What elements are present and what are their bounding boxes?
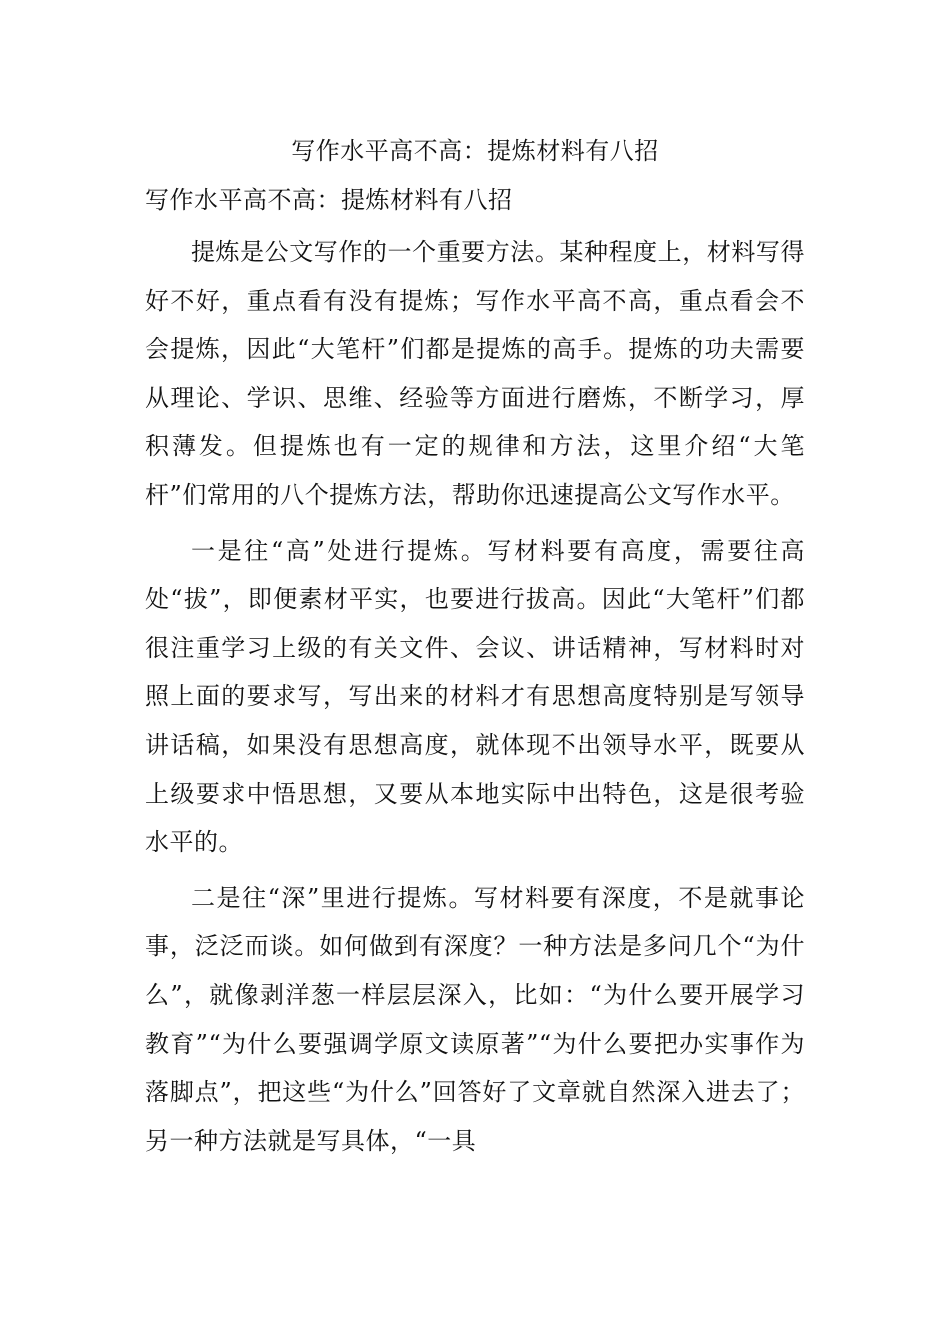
paragraph-method-two: 二是往“深”里进行提炼。写材料要有深度，不是就事论事，泛泛而谈。如何做到有深度？一种方法是多问几个“为什么”，就像剥洋葱一样层层深入，比如：“为什么要开展学习教育”“为什么要强调学原文读原著”“为什么要把办实事作为落脚点”，把这些“为什么”回答好了文章就自然深入进去了；另一种方法就是写具体，“一具: [145, 883, 805, 1155]
paragraph-intro: 提炼是公文写作的一个重要方法。某种程度上，材料写得好不好，重点看有没有提炼；写作水平高不高，重点看会不会提炼，因此“大笔杆”们都是提炼的高手。提炼的功夫需要从理论、学识、思维、经验等方面进行磨炼，不断学习，厚积薄发。但提炼也有一定的规律和方法，这里介绍“大笔杆”们常用的八个提炼方法，帮助你迅速提高公文写作水平。: [145, 238, 805, 509]
paragraph-method-one: 一是往“高”处进行提炼。写材料要有高度，需要往高处“拔”，即便素材平实，也要进行拔高。因此“大笔杆”们都很注重学习上级的有关文件、会议、讲话精神，写材料时对照上面的要求写，写出来的材料才有思想高度特别是写领导讲话稿，如果没有思想高度，就体现不出领导水平，既要从上级要求中悟思想，又要从本地实际中出特色，这是很考验水平的。: [145, 536, 805, 857]
document-title: 写作水平高不高：提炼材料有八招: [291, 137, 659, 165]
document-subtitle: 写作水平高不高：提炼材料有八招: [145, 186, 513, 214]
document-body: [145, 228, 805, 1172]
